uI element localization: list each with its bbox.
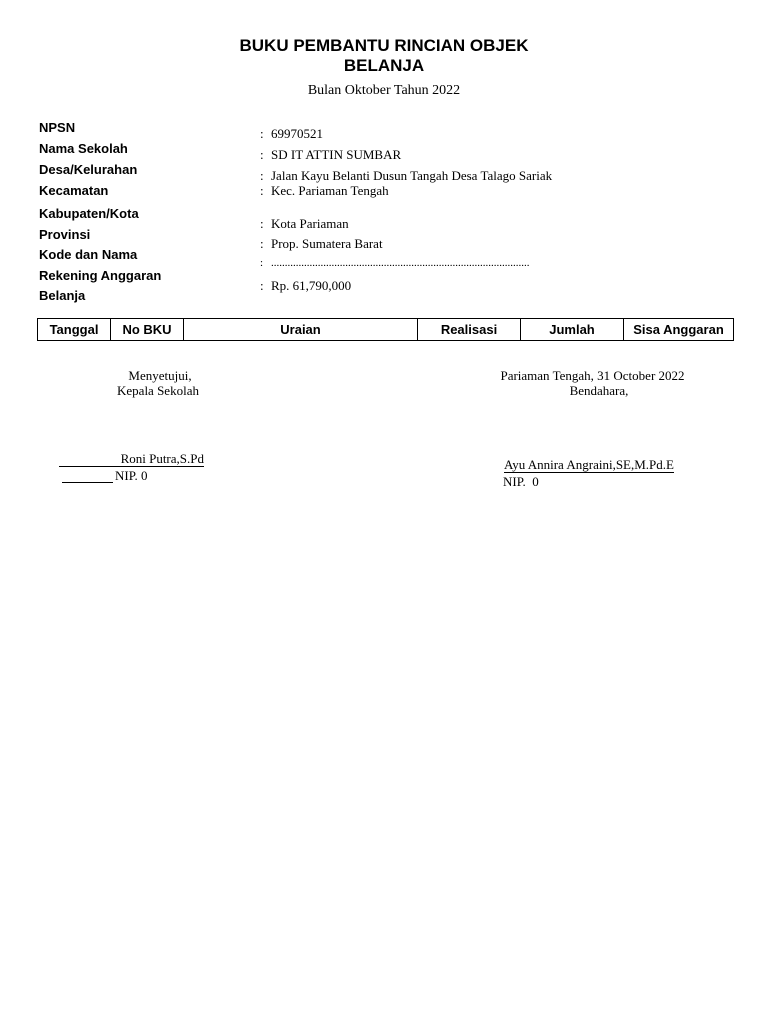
column-header-sisa-anggaran: Sisa Anggaran bbox=[624, 319, 734, 341]
npsn-value: 69970521 bbox=[271, 126, 323, 141]
value-kabupaten bbox=[260, 216, 349, 232]
period-subtitle: Bulan Oktober Tahun 2022 bbox=[307, 83, 461, 98]
value-kecamatan bbox=[260, 183, 389, 199]
colon: : bbox=[260, 168, 264, 183]
colon: : bbox=[260, 257, 264, 269]
anggaran-value: Rp. 61,790,000 bbox=[271, 278, 352, 293]
colon: : bbox=[260, 278, 264, 293]
value-kode-rekening bbox=[260, 257, 530, 269]
table-header-row bbox=[38, 319, 734, 341]
label-provinsi: Provinsi bbox=[39, 227, 91, 242]
label-desa: Desa/Kelurahan bbox=[39, 162, 138, 177]
left-signatory-name: Roni Putra,S.Pd bbox=[59, 451, 204, 467]
label-belanja: Belanja bbox=[39, 288, 86, 303]
kecamatan-value: Kec. Pariaman Tengah bbox=[271, 183, 389, 198]
document-title-line1: BUKU PEMBANTU RINCIAN OBJEK bbox=[239, 36, 529, 55]
value-npsn bbox=[260, 126, 323, 142]
left-signature-role: Kepala Sekolah bbox=[117, 383, 199, 398]
colon: : bbox=[260, 236, 264, 251]
nama-sekolah-value: SD IT ATTIN SUMBAR bbox=[271, 147, 402, 162]
colon: : bbox=[260, 126, 264, 141]
right-signatory-nip: NIP. 0 bbox=[503, 474, 539, 489]
column-header-no-bku: No BKU bbox=[111, 319, 184, 341]
right-signature-place-date: Pariaman Tengah, 31 October 2022 bbox=[500, 368, 685, 383]
desa-value: Jalan Kayu Belanti Dusun Tangah Desa Talago Sariak bbox=[271, 168, 553, 183]
label-nama-sekolah: Nama Sekolah bbox=[39, 141, 128, 156]
column-header-tanggal: Tanggal bbox=[38, 319, 111, 341]
kode-rekening-value: .............................................................................................. bbox=[271, 257, 530, 269]
label-npsn: NPSN bbox=[39, 120, 76, 135]
label-kabupaten: Kabupaten/Kota bbox=[39, 206, 139, 221]
right-signature-role: Bendahara, bbox=[569, 383, 629, 398]
colon: : bbox=[260, 147, 264, 162]
left-signatory-nip: NIP. 0 bbox=[115, 468, 148, 483]
column-header-jumlah: Jumlah bbox=[521, 319, 624, 341]
value-provinsi bbox=[260, 236, 383, 252]
colon: : bbox=[260, 216, 264, 231]
ledger-table bbox=[37, 318, 734, 341]
right-signatory-name: Ayu Annira Angraini,SE,M.Pd.E bbox=[504, 457, 674, 472]
left-signature-line1: Menyetujui, bbox=[128, 368, 192, 383]
column-header-realisasi: Realisasi bbox=[418, 319, 521, 341]
label-kecamatan: Kecamatan bbox=[39, 183, 109, 198]
document-title-line2: BELANJA bbox=[343, 56, 425, 75]
kabupaten-value: Kota Pariaman bbox=[271, 216, 349, 231]
value-anggaran bbox=[260, 278, 351, 294]
label-rekening: Rekening Anggaran bbox=[39, 268, 162, 283]
label-kode-nama: Kode dan Nama bbox=[39, 247, 138, 262]
value-desa bbox=[260, 168, 552, 184]
left-nip-underline bbox=[62, 482, 113, 483]
column-header-uraian: Uraian bbox=[184, 319, 418, 341]
provinsi-value: Prop. Sumatera Barat bbox=[271, 236, 383, 251]
colon: : bbox=[260, 183, 264, 198]
value-nama-sekolah bbox=[260, 147, 401, 163]
